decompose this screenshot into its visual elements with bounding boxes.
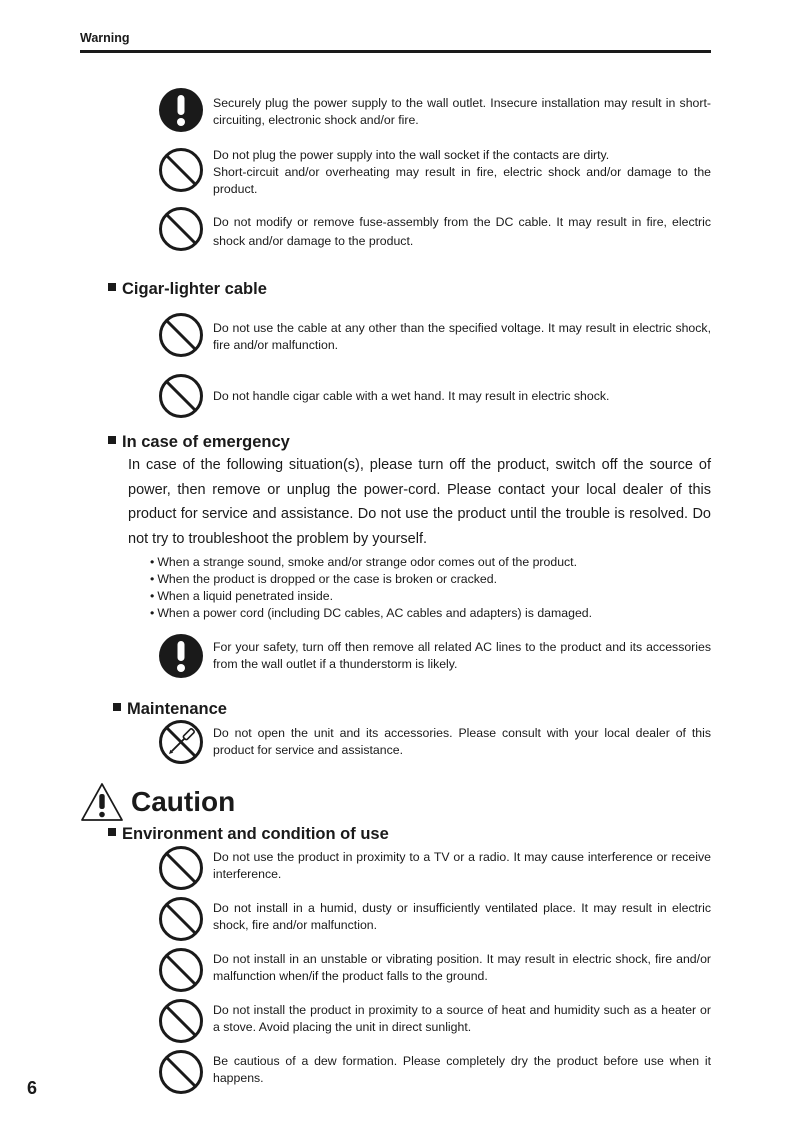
- page-number: 6: [27, 1078, 38, 1098]
- caution-item: [158, 1049, 711, 1087]
- square-bullet-icon: [108, 828, 116, 836]
- list-item: • When a strange sound, smoke and/or strange odor comes out of the product.: [150, 554, 592, 571]
- prohibition-icon: [158, 845, 204, 891]
- header-rule: [80, 50, 711, 53]
- warning-item: [158, 87, 711, 129]
- warning-item-text: Do not plug the power supply into the wall socket if the contacts are dirty. Short-circuit and/or overheating may result in fire, electric shock and/or damage to the product.: [213, 148, 711, 196]
- caution-item: [158, 947, 711, 985]
- caution-triangle-icon: [80, 781, 124, 823]
- prohibition-icon: [158, 1049, 204, 1095]
- caution-item-text: Do not install in a humid, dusty or insufficiently ventilated place. It may result in electric shock, fire and/or malfunction.: [213, 901, 711, 932]
- prohibition-icon: [158, 147, 204, 193]
- prohibition-icon: [158, 373, 204, 419]
- caution-item-text: Do not install the product in proximity to a source of heat and humidity such as a heater or a stove. Avoid placing the unit in direct sunlight.: [213, 1003, 711, 1034]
- warning-item: [158, 633, 711, 673]
- section-heading-label: Maintenance: [127, 700, 227, 718]
- emergency-paragraph: In case of the following situation(s), please turn off the product, switch off the source of power, then remove or unplug the power-cord. Please contact your local dealer of this product for service and assistance. Do not use the product until the trouble is resolved. Do not try to troubleshoot the problem by yourself.: [128, 457, 711, 547]
- prohibition-icon: [158, 896, 204, 942]
- square-bullet-icon: [113, 703, 121, 711]
- square-bullet-icon: [108, 436, 116, 444]
- section-heading-label: In case of emergency: [122, 433, 290, 451]
- section-heading-cigar: [108, 280, 267, 299]
- caution-item: [158, 845, 711, 883]
- section-heading-label: Environment and condition of use: [122, 825, 389, 843]
- square-bullet-icon: [108, 283, 116, 291]
- prohibition-icon: [158, 312, 204, 358]
- warning-item: [158, 147, 711, 198]
- exclamation-icon: [158, 633, 204, 679]
- caution-title: Caution: [131, 786, 236, 817]
- page-header-title: Warning: [80, 31, 130, 45]
- warning-item-text: Do not modify or remove fuse-assembly from the DC cable. It may result in fire, electric shock and/or damage to the product.: [213, 215, 711, 248]
- warning-item: [158, 373, 711, 405]
- caution-item-text: Be cautious of a dew formation. Please completely dry the product before use when it happens.: [213, 1054, 711, 1085]
- warning-item-text: Do not open the unit and its accessories. Please consult with your local dealer of this product for service and assistance.: [213, 726, 711, 757]
- list-item: • When the product is dropped or the case is broken or cracked.: [150, 571, 592, 588]
- caution-item: [158, 896, 711, 934]
- warning-item-text: Securely plug the power supply to the wall outlet. Insecure installation may result in short-circuiting, electronic shock and/or fire.: [213, 96, 711, 127]
- section-heading-environment: [108, 825, 389, 844]
- caution-item: [158, 998, 711, 1036]
- section-heading-label: Cigar-lighter cable: [122, 280, 267, 298]
- caution-item-text: Do not install in an unstable or vibrating position. It may result in electric shock, fire and/or malfunction when/if the product falls to the ground.: [213, 952, 711, 983]
- no-disassembly-icon: [158, 719, 204, 765]
- prohibition-icon: [158, 947, 204, 993]
- warning-item: [158, 206, 711, 251]
- section-heading-emergency: [108, 433, 290, 452]
- list-item: • When a power cord (including DC cables, AC cables and adapters) is damaged.: [150, 605, 592, 622]
- prohibition-icon: [158, 206, 204, 252]
- caution-item-text: Do not use the product in proximity to a TV or a radio. It may cause interference or receive interference.: [213, 850, 711, 881]
- emergency-bullet-list: [150, 554, 592, 622]
- section-heading-maintenance: [113, 700, 227, 719]
- prohibition-icon: [158, 998, 204, 1044]
- list-item: • When a liquid penetrated inside.: [150, 588, 592, 605]
- warning-item-text: Do not use the cable at any other than the specified voltage. It may result in electric shock, fire and/or malfunction.: [213, 321, 711, 352]
- exclamation-icon: [158, 87, 204, 133]
- warning-item-text: Do not handle cigar cable with a wet hand. It may result in electric shock.: [213, 389, 610, 403]
- warning-item: [158, 719, 711, 759]
- warning-item: [158, 312, 711, 354]
- warning-item-text: For your safety, turn off then remove all related AC lines to the product and its accessories from the wall outlet if a thunderstorm is likely.: [213, 640, 711, 671]
